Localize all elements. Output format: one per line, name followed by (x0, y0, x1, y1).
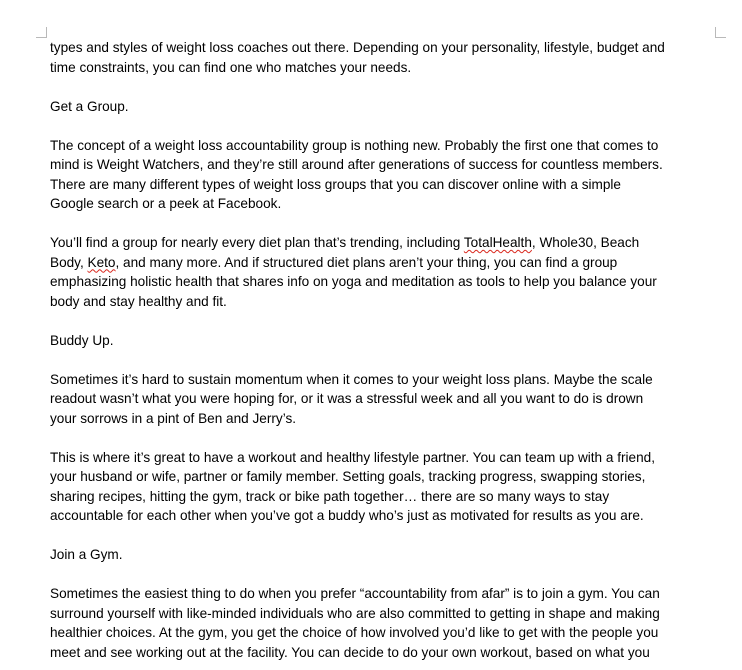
text-line: The concept of a weight loss accountability group is nothing new. Probably the first one that comes to (50, 137, 659, 153)
top-right-margin-mark (715, 27, 726, 38)
blank-line (50, 214, 720, 234)
text-line: your sorrows in a pint of Ben and Jerry’s. (50, 410, 297, 426)
text-line: Buddy Up. (50, 332, 114, 348)
text-line: Join a Gym. (50, 547, 123, 562)
spellcheck-flagged-word[interactable]: Keto (87, 254, 116, 270)
text-line: Google search or a peek at Facebook. (50, 196, 282, 211)
text-line: healthier choices. At the gym, you get the choice of how involved you’d like to get with the people you (50, 625, 659, 640)
blank-line (50, 311, 720, 331)
text-line: readout wasn’t what you were hoping for, or it was a stressful week and all you want to do is drown (50, 391, 644, 406)
document-body[interactable] (50, 38, 720, 662)
blank-line (50, 116, 720, 136)
top-left-margin-mark (36, 27, 47, 38)
text-line: Get a Group. (50, 98, 129, 114)
text-line: Sometimes it’s hard to sustain momentum when it comes to your weight loss plans. Maybe the scale (50, 371, 653, 387)
blank-line (50, 350, 720, 370)
text-line: types and styles of weight loss coaches out there. Depending on your personality, lifestyle, budget and (50, 40, 665, 55)
text-line: emphasizing holistic health that shares info on yoga and meditation as tools to help you balance your (50, 274, 657, 289)
text-line: meet and see working out at the facility. You can decide to do your own workout, based on what you (50, 644, 650, 660)
spellcheck-flagged-word[interactable]: TotalHealth (463, 235, 532, 250)
text-line: mind is Weight Watchers, and they’re still around after generations of success for countless members. (50, 157, 663, 172)
text-line: accountable for each other when you’ve got a buddy who’s just as motivated for results as you are. (50, 508, 644, 523)
text-line: Sometimes the easiest thing to do when you prefer “accountability from afar” is to join a gym. You can (50, 586, 660, 601)
text-line: There are many different types of weight loss groups that you can discover online with a simple (50, 176, 621, 192)
blank-line (50, 565, 720, 585)
text-line: You’ll find a group for nearly every diet plan that’s trending, including TotalHealth, Whole30, Beach (50, 235, 640, 250)
blank-line (50, 77, 720, 97)
text-line: time constraints, you can find one who matches your needs. (50, 59, 412, 75)
text-line: surround yourself with like-minded individuals who are also committed to getting in shape and making (50, 605, 660, 621)
blank-line (50, 526, 720, 546)
blank-line (50, 428, 720, 448)
text-line: This is where it’s great to have a workout and healthy lifestyle partner. You can team up with a friend, (50, 449, 656, 465)
text-line: body and stay healthy and fit. (50, 293, 227, 309)
text-line: your husband or wife, partner or family member. Setting goals, tracking progress, swapping stories, (50, 469, 646, 484)
text-line: sharing recipes, hitting the gym, track or bike path together… there are so many ways to stay (50, 488, 610, 504)
text-line: Body, Keto, and many more. And if structured diet plans aren’t your thing, you can find a group (50, 254, 618, 270)
